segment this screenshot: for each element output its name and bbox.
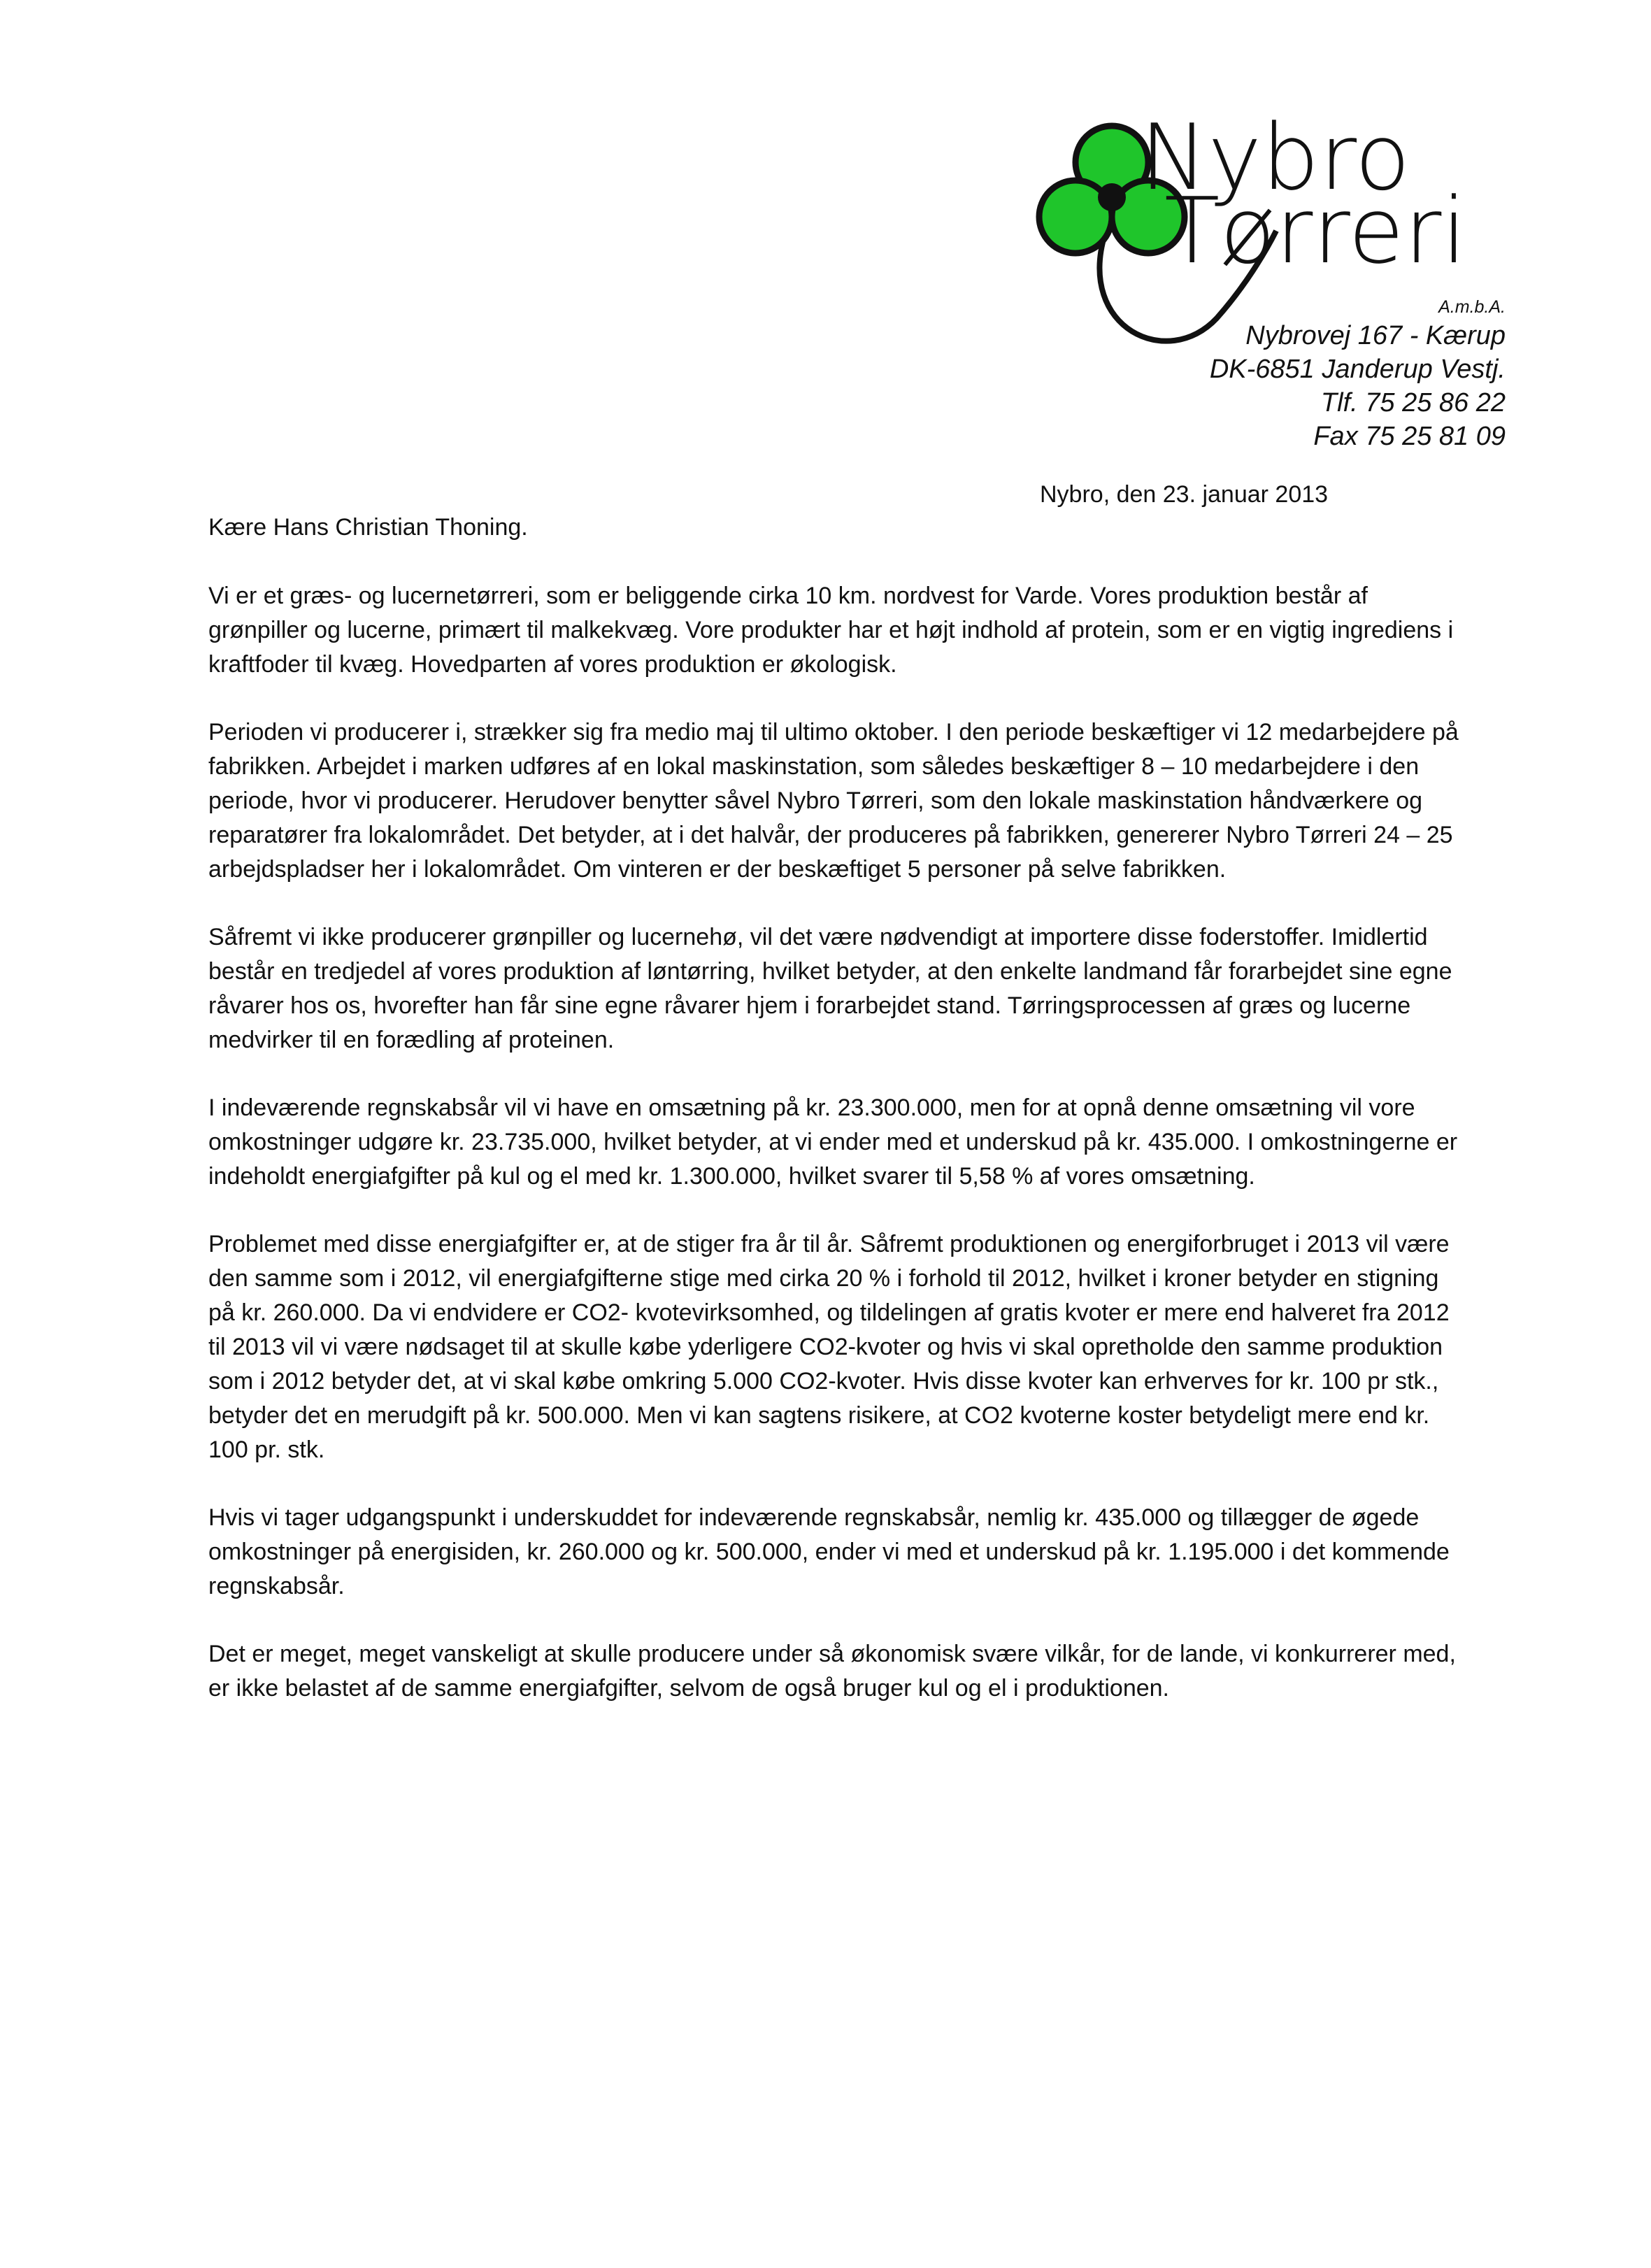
body-paragraph: I indeværende regnskabsår vil vi have en omsætning på kr. 23.300.000, men for at opnå denne omsætning vil vore omkostninger udgøre kr. 23.735.000, hvilket betyder, at vi ender med et underskud på kr. 435.000. I omkostningerne er indeholdt energiafgifter på kul og el med kr. 1.300.000, hvilket svarer til 5,58 % af vores omsætning. (208, 1094, 1458, 1190)
letter-salutation: Kære Hans Christian Thoning. (208, 514, 528, 541)
address-phone: Tlf. 75 25 86 22 (1320, 388, 1506, 418)
address-city: DK-6851 Janderup Vestj. (1209, 355, 1506, 384)
body-paragraph: Perioden vi producerer i, strækker sig fra medio maj til ultimo oktober. I den periode beskæftiger vi 12 medarbejdere på fabrikken. Arbejdet i marken udføres af en lokal maskinstation, som således beskæftiger 8 – 10 medarbejdere i den periode, hvor vi producerer. Herudover benytter såvel Nybro Tørreri, som den lokale maskinstation håndværkere og reparatører fra lokalområdet. Det betyder, at i det halvår, der produceres på fabrikken, genererer Nybro Tørreri 24 – 25 arbejdspladser her i lokalområdet. Om vinteren er der beskæftiget 5 personer på selve fabrikken. (208, 719, 1459, 883)
body-paragraph: Problemet med disse energiafgifter er, at de stiger fra år til år. Såfremt produktionen og energiforbruget i 2013 vil være den samme som i 2012, vil energiafgifterne stige med cirka 20 % i forhold til 2012, hvilket i kroner betyder en stigning på kr. 260.000. Da vi endvidere er CO2- kvotevirksomhed, og tildelingen af gratis kvoter er mere end halveret fra 2012 til 2013 vil vi være nødsaget til at skulle købe yderligere CO2-kvoter og hvis vi skal opretholde den samme produktion som i 2012 betyder det, at vi skal købe omkring 5.000 CO2-kvoter. Hvis disse kvoter kan erhverves for kr. 100 pr stk., betyder det en merudgift på kr. 500.000. Men vi kan sagtens risikere, at CO2 kvoterne koster betydeligt mere end kr. 100 pr. stk. (208, 1231, 1450, 1463)
body-paragraph: Vi er et græs- og lucernetørreri, som er beliggende cirka 10 km. nordvest for Varde. Vores produktion består af grønpiller og lucerne, primært til malkekvæg. Vore produkter har et højt indhold af protein, som er en vigtig ingrediens i kraftfoder til kvæg. Hovedparten af vores produktion er økologisk. (208, 583, 1454, 678)
address-street: Nybrovej 167 - Kærup (1245, 321, 1506, 350)
letter-body (208, 579, 1460, 1739)
legal-form: A.m.b.A. (1438, 297, 1506, 317)
address-block (1210, 295, 1506, 453)
company-name-line2: Tørreri (1164, 178, 1467, 284)
letter-date: Nybro, den 23. januar 2013 (1040, 481, 1329, 508)
body-paragraph: Hvis vi tager udgangspunkt i underskuddet for indeværende regnskabsår, nemlig kr. 435.000 og tillægger de øgede omkostninger på energisiden, kr. 260.000 og kr. 500.000, ender vi med et underskud på kr. 1.195.000 i det kommende regnskabsår. (208, 1504, 1450, 1599)
company-name-line1: Nybro (1140, 119, 1410, 211)
body-paragraph: Det er meget, meget vanskeligt at skulle producere under så økonomisk svære vilkår, for de lande, vi konkurrerer med, er ikke belastet af de samme energiafgifter, selvom de også bruger kul og el i produktionen. (208, 1641, 1456, 1702)
body-paragraph: Såfremt vi ikke producerer grønpiller og lucernehø, vil det være nødvendigt at importere disse foderstoffer. Imidlertid består en tredjedel af vores produktion af løntørring, hvilket betyder, at den enkelte landmand får forarbejdet sine egne råvarer hos os, hvorefter han får sine egne råvarer hjem i forarbejdet stand. Tørringsprocessen af græs og lucerne medvirker til en forædling af proteinen. (208, 924, 1452, 1053)
address-fax: Fax 75 25 81 09 (1313, 422, 1506, 451)
